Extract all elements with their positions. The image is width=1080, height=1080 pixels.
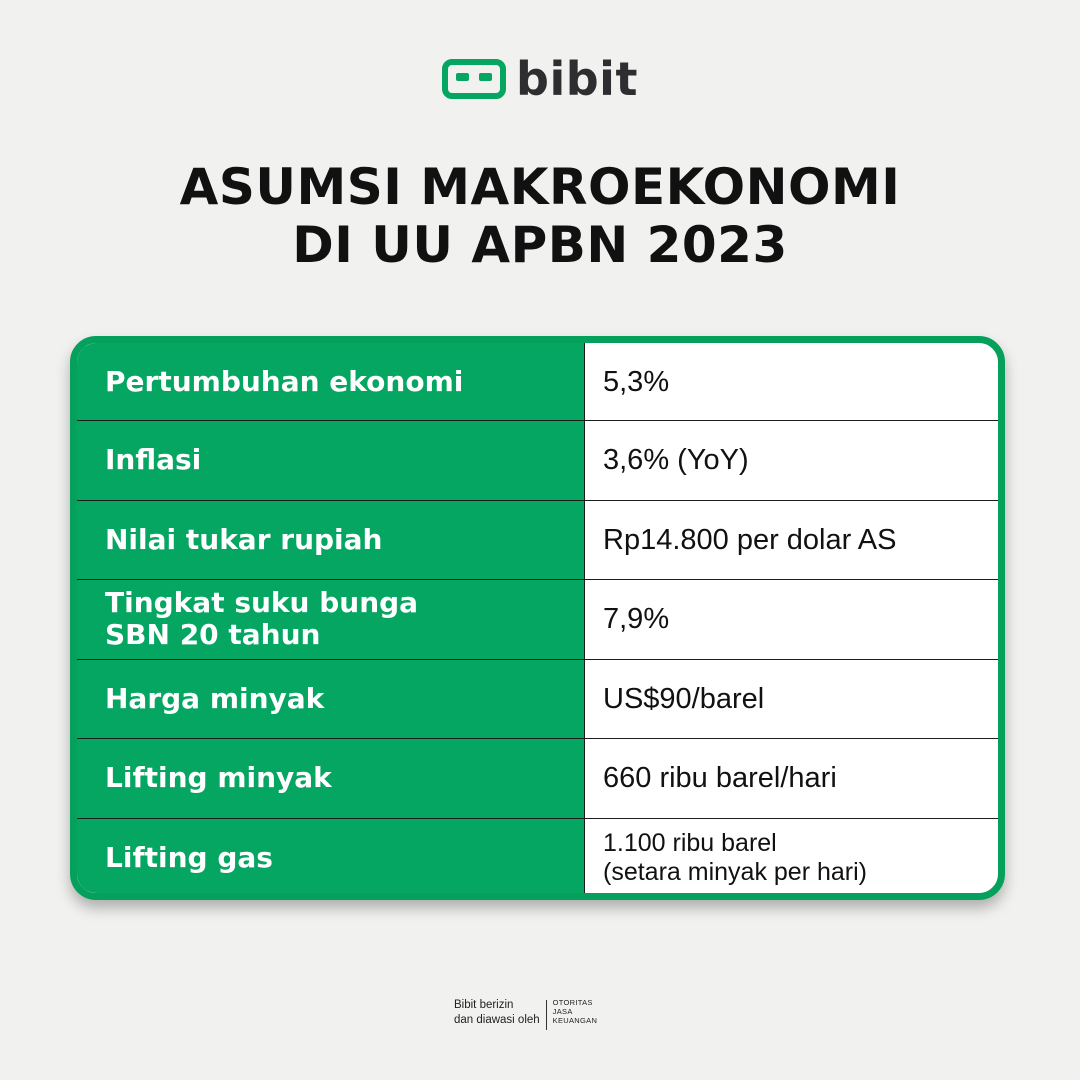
regulatory-footer	[454, 998, 597, 1030]
row-label: Pertumbuhan ekonomi	[77, 343, 585, 420]
row-label: Lifting gas	[77, 819, 585, 898]
row-value: 3,6% (YoY)	[603, 444, 749, 477]
row-label: Nilai tukar rupiah	[77, 501, 585, 580]
row-value: 660 ribu barel/hari	[603, 762, 837, 795]
ojk-logo: OTORITAS JASA KEUANGAN	[552, 998, 598, 1025]
row-value: Rp14.800 per dolar AS	[603, 523, 897, 556]
macro-assumptions-table	[70, 336, 1005, 900]
row-label: Harga minyak	[77, 660, 585, 739]
row-label: Inflasi	[77, 421, 585, 500]
table-row	[77, 738, 998, 818]
table-row	[77, 500, 998, 580]
table-row	[77, 818, 998, 898]
footer-text: Bibit berizin dan diawasi oleh	[454, 999, 540, 1026]
bibit-logo-icon	[442, 59, 506, 99]
title-line-2: DI UU APBN 2023	[292, 216, 788, 274]
brand-logo	[0, 52, 1080, 106]
page-title	[0, 158, 1080, 274]
table-row	[77, 659, 998, 739]
title-line-1: ASUMSI MAKROEKONOMI	[179, 158, 901, 216]
row-value: 1.100 ribu barel (setara minyak per hari)	[603, 828, 867, 886]
row-label: Lifting minyak	[77, 739, 585, 818]
table-row	[77, 579, 998, 659]
row-value: US$90/barel	[603, 682, 765, 715]
table-row	[77, 420, 998, 500]
table-row	[77, 343, 998, 420]
row-label: Tingkat suku bunga SBN 20 tahun	[77, 580, 585, 659]
row-value: 5,3%	[603, 365, 670, 398]
brand-name: bibit	[516, 52, 638, 106]
footer-divider	[546, 1000, 547, 1030]
row-value: 7,9%	[603, 603, 670, 636]
